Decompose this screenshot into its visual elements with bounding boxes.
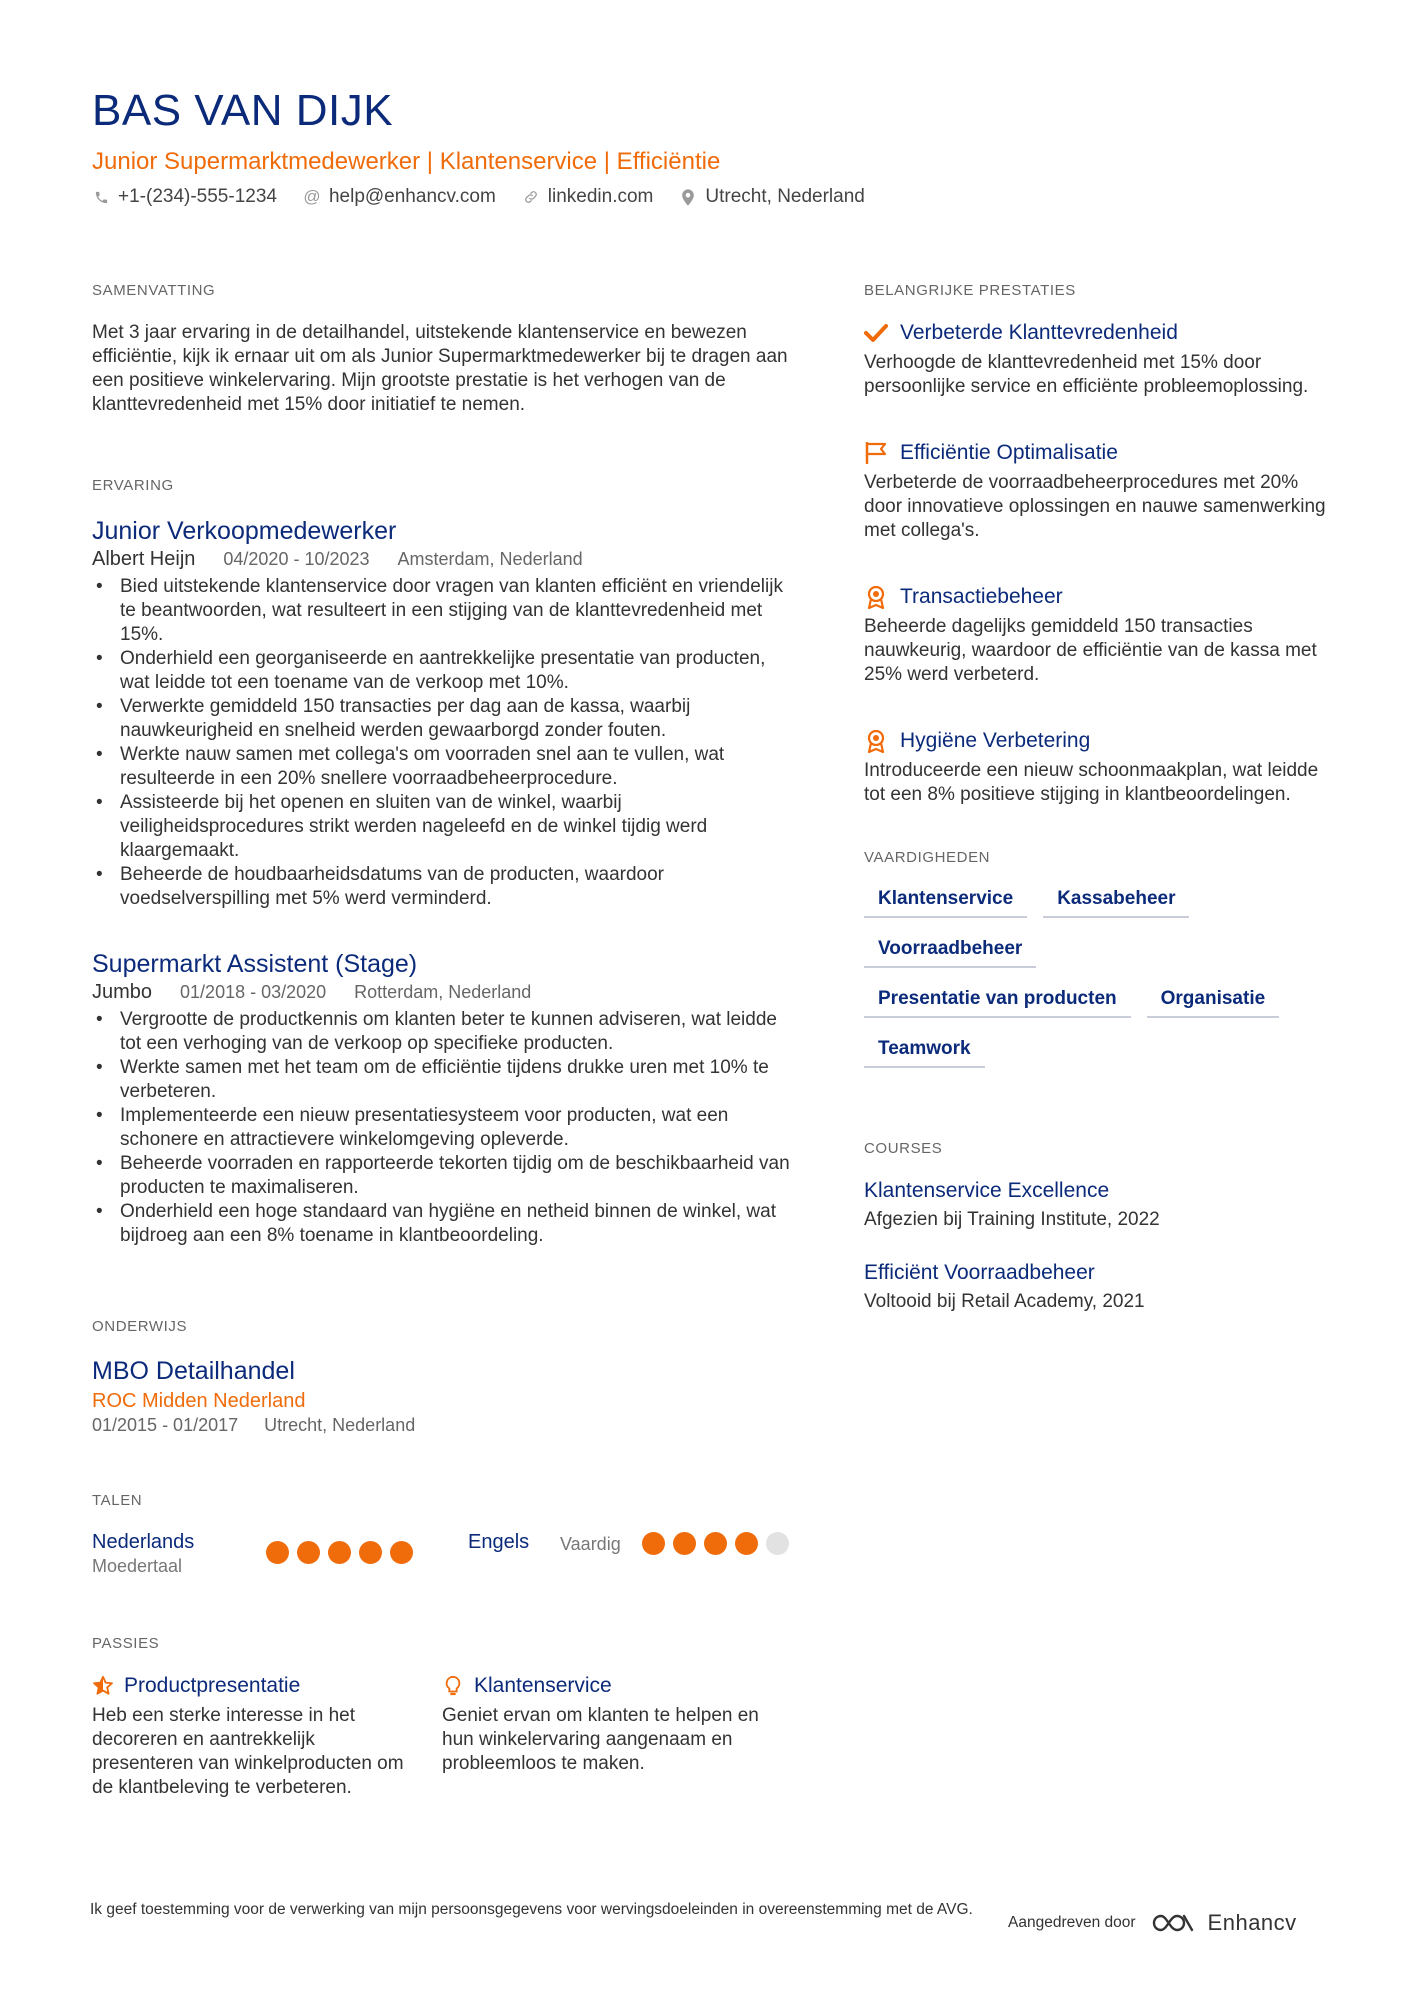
course-desc: Voltooid bij Retail Academy, 2021 — [864, 1291, 1145, 1312]
contact-phone[interactable] — [92, 186, 277, 208]
education-heading: ONDERWIJS — [92, 1318, 188, 1335]
achievement-header — [864, 729, 1334, 753]
contact-location — [679, 186, 864, 208]
rating-dot-filled — [704, 1532, 727, 1555]
job-dates: 01/2018 - 03/2020 — [180, 982, 327, 1002]
achievement-title: Transactiebeheer — [900, 585, 1063, 608]
experience-heading: ERVARING — [92, 477, 174, 494]
courses-heading: COURSES — [864, 1140, 943, 1157]
education-school: ROC Midden Nederland — [92, 1390, 306, 1412]
passion-title: Klantenservice — [474, 1674, 612, 1697]
experience-section — [92, 477, 792, 1248]
achievement-title: Hygiëne Verbetering — [900, 729, 1091, 752]
rating-dot-filled — [297, 1541, 320, 1564]
contact-linkedin[interactable] — [522, 186, 654, 208]
passions-heading: PASSIES — [92, 1635, 160, 1652]
passion-title: Productpresentatie — [124, 1674, 301, 1697]
language-item — [92, 1531, 468, 1577]
location-pin-icon — [679, 189, 697, 206]
achievement-item — [864, 729, 1334, 807]
education-location: Utrecht, Nederland — [264, 1415, 416, 1435]
award-icon — [864, 729, 888, 753]
languages-heading: TALEN — [92, 1492, 143, 1509]
education-meta — [92, 1415, 792, 1436]
language-level: Moedertaal — [92, 1556, 183, 1576]
achievement-header — [864, 441, 1334, 465]
contact-email-text: help@enhancv.com — [328, 186, 496, 207]
language-item — [468, 1531, 789, 1577]
achievement-title: Efficiëntie Optimalisatie — [900, 441, 1118, 464]
job-company: Jumbo — [92, 981, 153, 1003]
summary-section — [92, 282, 792, 417]
powered-by[interactable] — [1008, 1910, 1297, 1936]
achievements-heading: BELANGRIJKE PRESTATIES — [864, 282, 1076, 299]
achievement-header — [864, 585, 1334, 609]
achievement-item — [864, 321, 1334, 399]
skills-heading: VAARDIGHEDEN — [864, 849, 991, 866]
achievement-text: Verbeterde de voorraadbeheerprocedures met 20% door innovatieve oplossingen en nauwe samenwerking met collega's. — [864, 472, 1326, 541]
passions-list — [92, 1674, 792, 1800]
course-title: Klantenservice Excellence — [864, 1179, 1110, 1202]
summary-heading: SAMENVATTING — [92, 282, 216, 299]
rating-dot-filled — [642, 1532, 665, 1555]
passion-header — [442, 1674, 792, 1698]
contact-phone-text: +1-(234)-555-1234 — [118, 186, 277, 207]
powered-by-label: Aangedreven door — [1008, 1914, 1136, 1931]
candidate-name: BAS VAN DIJK — [92, 86, 394, 135]
language-level: Vaardig — [560, 1534, 621, 1554]
skill-tag: Kassabeheer — [1043, 888, 1189, 918]
job-bullet: • Bied uitstekende klantenservice door vragen van klanten efficiënt en vriendelijk te beantwoorden, wat resulteert in een stijging van de klanttevredenheid met 15%. — [92, 575, 792, 647]
job-title: Junior Verkoopmedewerker — [92, 517, 397, 545]
course-title: Efficiënt Voorraadbeheer — [864, 1261, 1095, 1284]
achievement-text: Verhoogde de klanttevredenheid met 15% door persoonlijke service en efficiënte probleemoplossing. — [864, 352, 1309, 397]
job-bullet: • Beheerde de houdbaarheidsdatums van de producten, waardoor voedselverspilling met 5% werd verminderd. — [92, 863, 792, 911]
rating-dot-filled — [266, 1541, 289, 1564]
rating-dot-filled — [328, 1541, 351, 1564]
at-icon: @ — [303, 187, 321, 206]
summary-text: Met 3 jaar ervaring in de detailhandel, uitstekende klantenservice en bewezen efficiëntie, kijk ik ernaar uit om als Junior Supermarktmedewerker bij te dragen aan een positieve winkelervaring. Mijn grootste prestatie is het verhogen van de klanttevredenheid met 15% door initiatief te nemen. — [92, 322, 788, 415]
job-bullet: • Onderhield een hoge standaard van hygiëne en netheid binnen de winkel, wat bijdroeg aan een 8% toename in klantbeoordeling. — [92, 1200, 792, 1248]
language-name: Nederlands — [92, 1531, 195, 1553]
education-degree: MBO Detailhandel — [92, 1357, 295, 1385]
checkmark-icon — [864, 321, 888, 345]
achievement-title: Verbeterde Klanttevredenheid — [900, 321, 1178, 344]
languages-list — [92, 1531, 792, 1577]
rating-dot-filled — [673, 1532, 696, 1555]
passions-section — [92, 1635, 792, 1800]
languages-section — [92, 1492, 792, 1577]
job-bullet: • Onderhield een georganiseerde en aantrekkelijke presentatie van producten, wat leidde tot een toename van de verkoop met 10%. — [92, 647, 792, 695]
achievement-text: Beheerde dagelijks gemiddeld 150 transacties nauwkeurig, waardoor de efficiëntie van de kassa met 25% werd verbeterd. — [864, 616, 1317, 685]
language-text — [92, 1531, 266, 1577]
passion-item — [442, 1674, 792, 1800]
job-bullet: • Werkte nauw samen met collega's om voorraden snel aan te vullen, wat resulteerde in een 20% snellere voorraadbeheerprocedure. — [92, 743, 792, 791]
brand-name: Enhancv — [1207, 1910, 1297, 1935]
consent-text: Ik geef toestemming voor de verwerking van mijn persoonsgegevens voor wervingsdoeleinden in overeenstemming met de AVG. — [90, 1901, 973, 1918]
left-column — [92, 282, 792, 1800]
passion-text: Geniet ervan om klanten te helpen en hun winkelervaring aangenaam en probleemloos te maken. — [442, 1705, 759, 1774]
achievement-item — [864, 441, 1334, 543]
skill-tag: Teamwork — [864, 1038, 985, 1068]
job-bullet: • Assisteerde bij het openen en sluiten van de winkel, waarbij veiligheidsprocedures strikt werden nageleefd en de winkel tijdig werd klaargemaakt. — [92, 791, 792, 863]
job-meta — [92, 548, 792, 571]
skills-list — [864, 888, 1334, 1068]
skill-tag: Organisatie — [1147, 988, 1280, 1018]
flag-icon — [864, 441, 888, 465]
contact-email[interactable] — [303, 186, 496, 208]
star-icon — [92, 1675, 114, 1697]
language-rating — [266, 1541, 413, 1564]
job-meta — [92, 981, 792, 1004]
contact-bar — [92, 186, 865, 208]
phone-icon — [92, 190, 110, 205]
link-icon — [522, 189, 540, 205]
achievement-item — [864, 585, 1334, 687]
job-bullet: • Werkte samen met het team om de efficiëntie tijdens drukke uren met 10% te verbeteren. — [92, 1056, 792, 1104]
course-desc: Afgezien bij Training Institute, 2022 — [864, 1209, 1160, 1230]
rating-dot-filled — [359, 1541, 382, 1564]
job-bullet: • Beheerde voorraden en rapporteerde tekorten tijdig om de beschikbaarheid van producten te maximaliseren. — [92, 1152, 792, 1200]
job-bullets — [92, 575, 792, 911]
passion-item — [92, 1674, 442, 1800]
skill-tag: Presentatie van producten — [864, 988, 1131, 1018]
passion-text: Heb een sterke interesse in het decoreren en aantrekkelijk presenteren van winkelproducten om de klantbeleving te verbeteren. — [92, 1705, 404, 1798]
job-location: Amsterdam, Nederland — [397, 549, 583, 569]
language-rating — [642, 1532, 789, 1555]
course-item — [864, 1261, 1334, 1313]
job-bullets — [92, 1008, 792, 1248]
job-bullet: • Vergrootte de productkennis om klanten beter te kunnen adviseren, wat leidde tot een verhoging van de verkoop op specifieke producten. — [92, 1008, 792, 1056]
language-name: Engels — [468, 1531, 530, 1553]
course-item — [864, 1179, 1334, 1231]
education-section — [92, 1318, 792, 1436]
award-icon — [864, 585, 888, 609]
passion-header — [92, 1674, 442, 1698]
skill-tag: Voorraadbeheer — [864, 938, 1036, 968]
job-bullet: • Implementeerde een nieuw presentatiesysteem voor producten, wat een schonere en attractievere winkelomgeving opleverde. — [92, 1104, 792, 1152]
skill-tag: Klantenservice — [864, 888, 1027, 918]
job-entry — [92, 516, 792, 911]
achievement-header — [864, 321, 1334, 345]
achievements-section — [864, 282, 1334, 807]
courses-section — [864, 1140, 1334, 1313]
right-column — [864, 282, 1334, 1343]
enhancv-logo-icon — [1148, 1910, 1196, 1936]
job-location: Rotterdam, Nederland — [354, 982, 532, 1002]
rating-dot-empty — [766, 1532, 789, 1555]
job-bullet: • Verwerkte gemiddeld 150 transacties per dag aan de kassa, waarbij nauwkeurigheid en snelheid werden gewaarborgd zonder fouten. — [92, 695, 792, 743]
contact-linkedin-text: linkedin.com — [547, 186, 654, 207]
job-dates: 04/2020 - 10/2023 — [223, 549, 370, 569]
rating-dot-filled — [390, 1541, 413, 1564]
job-company: Albert Heijn — [92, 548, 196, 570]
lightbulb-icon — [442, 1675, 464, 1697]
contact-location-text: Utrecht, Nederland — [705, 186, 865, 207]
education-dates: 01/2015 - 01/2017 — [92, 1415, 239, 1435]
candidate-subtitle: Junior Supermarktmedewerker | Klantenservice | Efficiëntie — [92, 148, 721, 175]
rating-dot-filled — [735, 1532, 758, 1555]
achievement-text: Introduceerde een nieuw schoonmaakplan, wat leidde tot een 8% positieve stijging in klantbeoordelingen. — [864, 760, 1319, 805]
job-entry — [92, 949, 792, 1248]
skills-section — [864, 849, 1334, 1068]
job-title: Supermarkt Assistent (Stage) — [92, 950, 418, 978]
